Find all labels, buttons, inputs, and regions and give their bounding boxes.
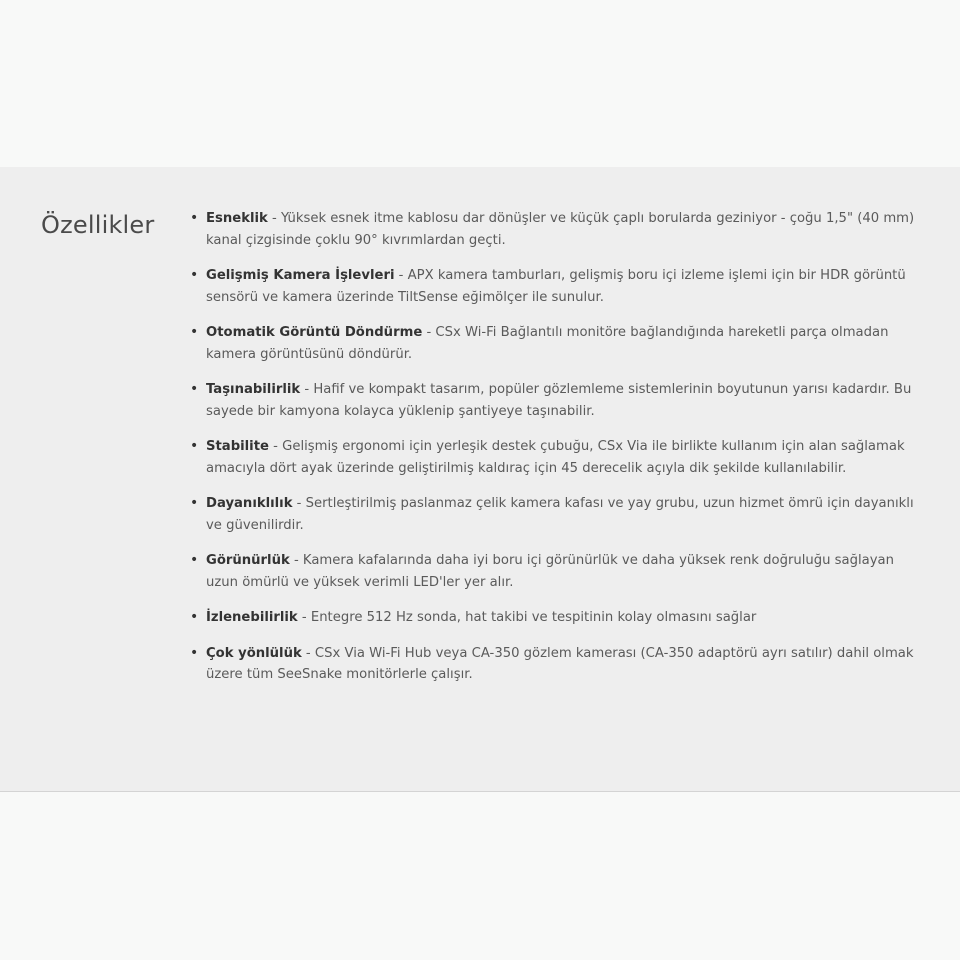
feature-description: Sertleştirilmiş paslanmaz çelik kamera kafası ve yay grubu, uzun hizmet ömrü için dayanıklı ve güvenilirdir.: [206, 496, 914, 533]
feature-description: APX kamera tamburları, gelişmiş boru içi izleme işlemi için bir HDR görüntü sensörü ve kamera üzerinde TiltSense eğimölçer ile sunulur.: [206, 268, 906, 305]
feature-name: Stabilite: [206, 439, 269, 454]
bullet-icon: •: [190, 210, 199, 226]
feature-name: Görünürlük: [206, 553, 290, 568]
feature-separator: -: [394, 268, 408, 283]
feature-separator: -: [268, 439, 283, 454]
feature-description: CSx Via Wi-Fi Hub veya CA-350 gözlem kamerası (CA-350 adaptörü ayrı satılır) dahil olmak üzere tüm SeeSnake monitörlerle çalışır.: [206, 645, 914, 682]
feature-description: Entegre 512 Hz sonda, hat takibi ve tespitinin kolay olmasını sağlar: [310, 610, 757, 625]
feature-item-izlenebilirlik: [190, 607, 920, 629]
section-title: Özellikler: [41, 211, 155, 239]
feature-description: CSx Wi-Fi Bağlantılı monitöre bağlandığında hareketli parça olmadan kamera görüntüsünü döndürür.: [206, 325, 889, 362]
bullet-icon: •: [190, 644, 199, 661]
feature-item-esneklik: [190, 208, 920, 251]
bullet-icon: •: [190, 552, 199, 568]
feature-separator: -: [301, 645, 315, 661]
feature-separator: -: [297, 610, 311, 625]
bullet-icon: •: [190, 438, 199, 454]
feature-name: Esneklik: [206, 211, 268, 226]
feature-item-cok-yonluluk: [190, 643, 920, 686]
bullet-icon: •: [190, 324, 199, 340]
feature-item-stabilite: [190, 436, 920, 479]
feature-item-tasinabilirlik: [190, 379, 920, 422]
feature-item-dayaniklilik: [190, 493, 920, 536]
feature-description: Kamera kafalarında daha iyi boru içi görünürlük ve daha yüksek renk doğruluğu sağlayan uzun ömürlü ve yüksek verimli LED'ler yer alır.: [206, 553, 894, 590]
feature-name: Otomatik Görüntü Döndürme: [206, 325, 423, 340]
feature-item-gorunurluk: [190, 550, 920, 593]
feature-separator: -: [267, 211, 281, 226]
bullet-icon: •: [190, 381, 199, 397]
feature-description: Hafif ve kompakt tasarım, popüler gözlemleme sistemlerinin boyutunun yarısı kadardır. Bu sayede bir kamyona kolayca yüklenip şantiyeye taşınabilir.: [206, 382, 912, 419]
feature-description: Yüksek esnek itme kablosu dar dönüşler ve küçük çaplı borularda geziniyor - çoğu 1,5" (40 mm) kanal çizgisinde çoklu 90° kıvrımlardan geçti.: [206, 211, 915, 248]
bullet-icon: •: [190, 267, 199, 283]
feature-list: [190, 208, 920, 686]
feature-item-goruntu-dondurme: [190, 322, 920, 365]
feature-name: Taşınabilirlik: [206, 382, 301, 397]
feature-description: Gelişmiş ergonomi için yerleşik destek çubuğu, CSx Via ile birlikte kullanım için alan sağlamak amacıyla dört ayak üzerinde geliştirilmiş kaldıraç için 45 derecelik açıyla dik şekilde kullanılabilir.: [206, 439, 905, 476]
feature-separator: -: [422, 325, 436, 340]
feature-name: Çok yönlülük: [206, 645, 302, 661]
feature-name: Gelişmiş Kamera İşlevleri: [206, 268, 395, 283]
feature-name: İzlenebilirlik: [206, 610, 298, 625]
feature-name: Dayanıklılık: [206, 496, 293, 511]
top-whitespace: [0, 0, 960, 167]
bottom-whitespace: [0, 792, 960, 960]
bullet-icon: •: [190, 495, 199, 511]
feature-separator: -: [292, 496, 306, 511]
feature-separator: -: [289, 553, 303, 568]
feature-item-kamera-islevleri: [190, 265, 920, 308]
feature-separator: -: [300, 382, 314, 397]
bullet-icon: •: [190, 609, 199, 625]
